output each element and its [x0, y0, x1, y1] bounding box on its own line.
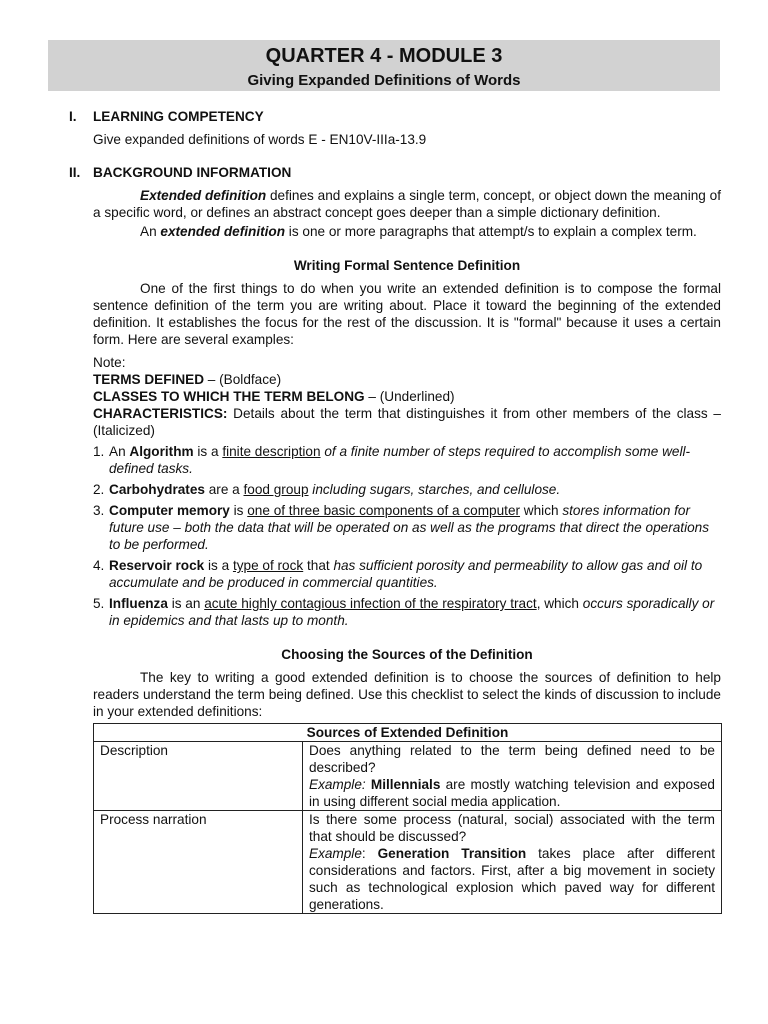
example-characteristic: of a finite number of steps required to accomplish some well-defined tasks. [109, 444, 691, 476]
legend-characteristics: CHARACTERISTICS: Details about the term that distinguishes it from other members of the class – (Italicized) [93, 406, 721, 438]
example-number: 5. [93, 596, 105, 611]
source-description [303, 742, 722, 811]
background-paragraphs [69, 187, 721, 720]
example-item: 3. Computer memory is one of three basic components of a computer which stores information for future use – both the data that will be operated on as well as the programs that direct the operations to be performed. [93, 503, 710, 552]
example-number: 4. [93, 558, 105, 573]
section-heading: LEARNING COMPETENCY [93, 109, 264, 124]
example-term: Carbohydrates [109, 482, 205, 497]
example-number: 2. [93, 482, 105, 497]
sources-table-title: Sources of Extended Definition [94, 724, 722, 742]
section-number: I. [69, 109, 77, 124]
example-number: 3. [93, 503, 105, 518]
example-characteristic: stores information for future use – both the data that will be operated on as well as the programs that direct the operations to be performed. [109, 503, 710, 552]
example-term: Algorithm [129, 444, 194, 459]
sources-table [93, 723, 722, 914]
example-term: Generation Transition [377, 846, 527, 861]
formal-definition-paragraph: One of the first things to do when you write an extended definition is to compose the formal sentence definition of the term you are writing about. Place it toward the beginning of the extended definition. It establishes the focus for the rest of the discussion. It is "formal" because it uses a certain form. Here are several examples: [93, 281, 721, 347]
background-paragraph-1: Extended definition defines and explains a single term, concept, or object down the meaning of a specific word, or defines an abstract concept goes deeper than a simple dictionary definition. [93, 188, 721, 220]
background-paragraph-2: An extended definition is one or more paragraphs that attempt/s to explain a complex term. [140, 224, 697, 239]
example-item: 4. Reservoir rock is a type of rock that has sufficient porosity and permeability to allow gas and oil to accumulate and be produced in commercial quantities. [93, 558, 703, 590]
source-example: Example: Generation Transition takes place after different considerations and factors. First, after a big movement in society such as technological explosion which paved way for different generations. [309, 846, 715, 912]
example-term: Reservoir rock [109, 558, 205, 573]
subheading-sources: Choosing the Sources of the Definition [281, 647, 533, 662]
example-item: 5. Influenza is an acute highly contagious infection of the respiratory tract, which occurs sporadically or in epidemics and that lasts up to month. [93, 596, 715, 628]
module-title: QUARTER 4 - MODULE 3 [265, 45, 503, 67]
example-term: Computer memory [109, 503, 230, 518]
document-body [69, 108, 721, 914]
source-type: Description [94, 742, 303, 811]
example-class: one of three basic components of a computer [247, 503, 521, 518]
source-question: Does anything related to the term being defined need to be described? [309, 743, 715, 775]
table-row [94, 742, 722, 811]
defined-term: extended definition [160, 224, 286, 239]
table-row [94, 811, 722, 914]
example-characteristic: has sufficient porosity and permeability to allow gas and oil to accumulate and be produced in commercial quantities. [109, 558, 703, 590]
example-item: 1. An Algorithm is a finite description of a finite number of steps required to accomplish some well-defined tasks. [93, 444, 691, 476]
example-class: type of rock [232, 558, 304, 573]
example-class: acute highly contagious infection of the respiratory tract [204, 596, 537, 611]
section-background [69, 164, 721, 181]
subheading-formal-definition: Writing Formal Sentence Definition [293, 258, 521, 273]
section-heading: BACKGROUND INFORMATION [93, 165, 292, 180]
example-characteristic: including sugars, starches, and cellulose. [312, 482, 561, 497]
source-description [303, 811, 722, 914]
example-class: finite description [222, 444, 321, 459]
sources-paragraph: The key to writing a good extended definition is to choose the sources of definition to help readers understand the term being defined. Use this checklist to select the kinds of discussion to include in your extended definitions: [93, 670, 721, 719]
example-item: 2. Carbohydrates are a food group including sugars, starches, and cellulose. [93, 482, 561, 497]
module-header [48, 40, 720, 91]
source-type: Process narration [94, 811, 303, 914]
examples-list [93, 443, 721, 629]
source-example: Example: Millennials are mostly watching television and exposed in using different social media application. [309, 777, 715, 809]
section-learning-competency [69, 108, 721, 125]
legend-classes: CLASSES TO WHICH THE TERM BELONG – (Underlined) [93, 389, 455, 404]
section-number: II. [69, 165, 81, 180]
note-label: Note: [93, 355, 126, 370]
example-characteristic: occurs sporadically or in epidemics and that lasts up to month. [109, 596, 715, 628]
example-term: Millennials [370, 777, 441, 792]
module-subtitle: Giving Expanded Definitions of Words [247, 72, 521, 89]
competency-text: Give expanded definitions of words E - EN10V-IIIa-13.9 [93, 132, 427, 147]
defined-term: Extended definition [140, 188, 267, 203]
example-class: food group [243, 482, 309, 497]
example-number: 1. [93, 444, 105, 459]
source-question: Is there some process (natural, social) associated with the term that should be discussed? [309, 812, 715, 844]
example-term: Influenza [109, 596, 168, 611]
legend-terms: TERMS DEFINED – (Boldface) [93, 372, 282, 387]
